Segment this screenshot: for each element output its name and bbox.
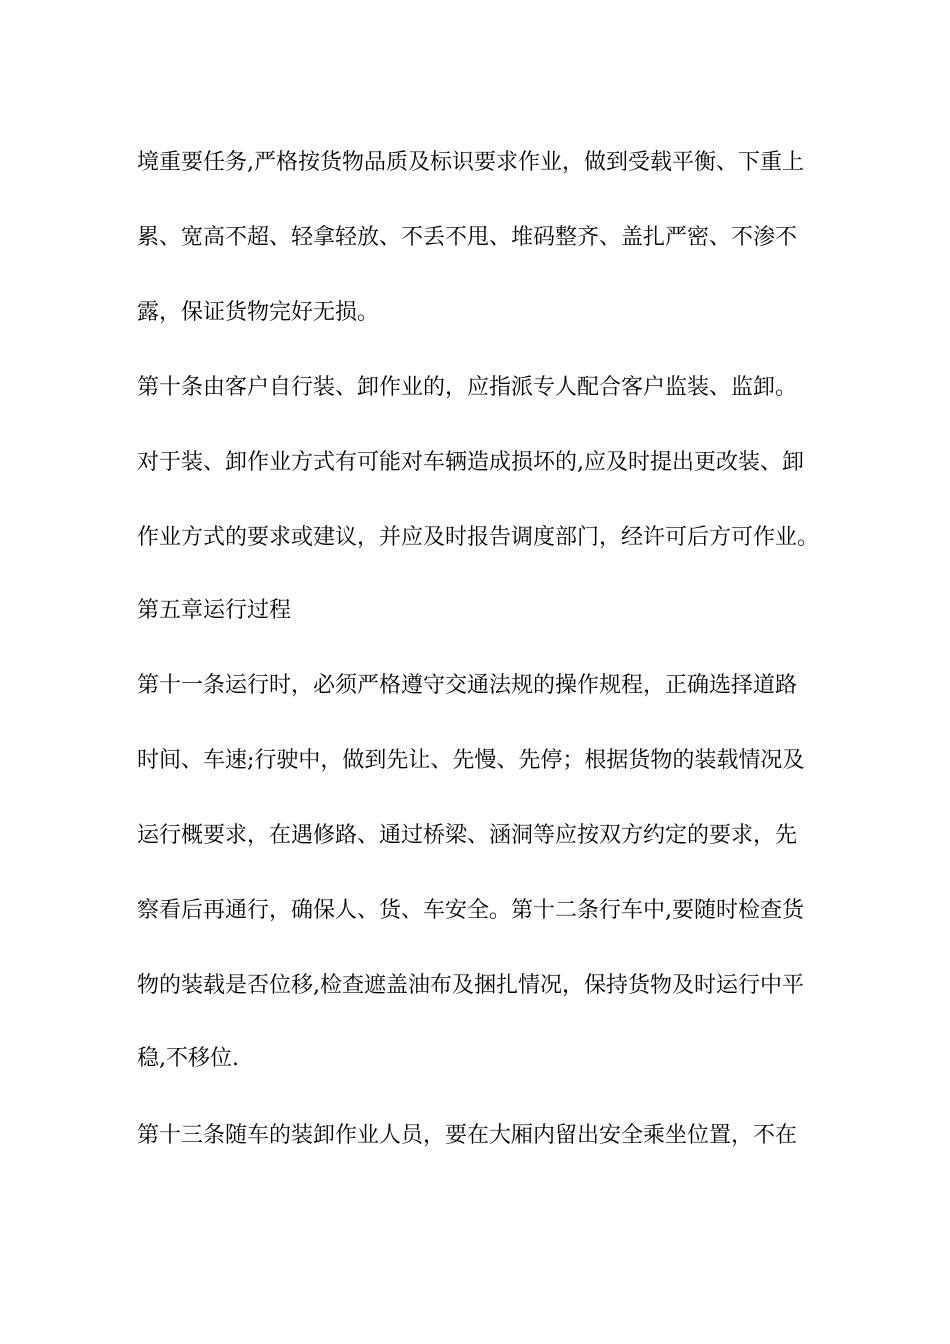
text-line: 时间、车速;行驶中，做到先让、先慢、先停；根据货物的装载情况及 xyxy=(137,748,805,773)
text-line: 察看后再通行，确保人、货、车安全。第十二条行车中,要随时检查货 xyxy=(137,898,804,923)
section-heading: 第五章运行过程 xyxy=(137,598,292,623)
text-line: 境重要任务,严格按货物品质及标识要求作业，做到受载平衡、下重上 xyxy=(137,150,804,175)
text-line: 露，保证货物完好无损。 xyxy=(137,300,380,325)
text-line: 物的装载是否位移,检查遮盖油布及捆扎情况，保持货物及时运行中平 xyxy=(137,973,804,998)
text-line: 累、宽高不超、轻拿轻放、不丢不甩、堆码整齐、盖扎严密、不渗不 xyxy=(137,225,798,250)
text-line: 对于装、卸作业方式有可能对车辆造成损坏的,应及时提出更改装、卸 xyxy=(137,450,804,475)
text-line: 第十一条运行时，必须严格遵守交通法规的操作规程，正确选择道路 xyxy=(137,673,798,698)
text-line: 第十条由客户自行装、卸作业的，应指派专人配合客户监装、监卸。 xyxy=(137,375,798,400)
text-line: 运行概要求，在遇修路、通过桥梁、涵洞等应按双方约定的要求，先 xyxy=(137,823,798,848)
text-line: 作业方式的要求或建议，并应及时报告调度部门，经许可后方可作业。 xyxy=(137,525,820,550)
text-line: 稳,不移位. xyxy=(137,1046,239,1071)
text-line: 第十三条随车的装卸作业人员，要在大厢内留出安全乘坐位置，不在 xyxy=(137,1123,798,1148)
